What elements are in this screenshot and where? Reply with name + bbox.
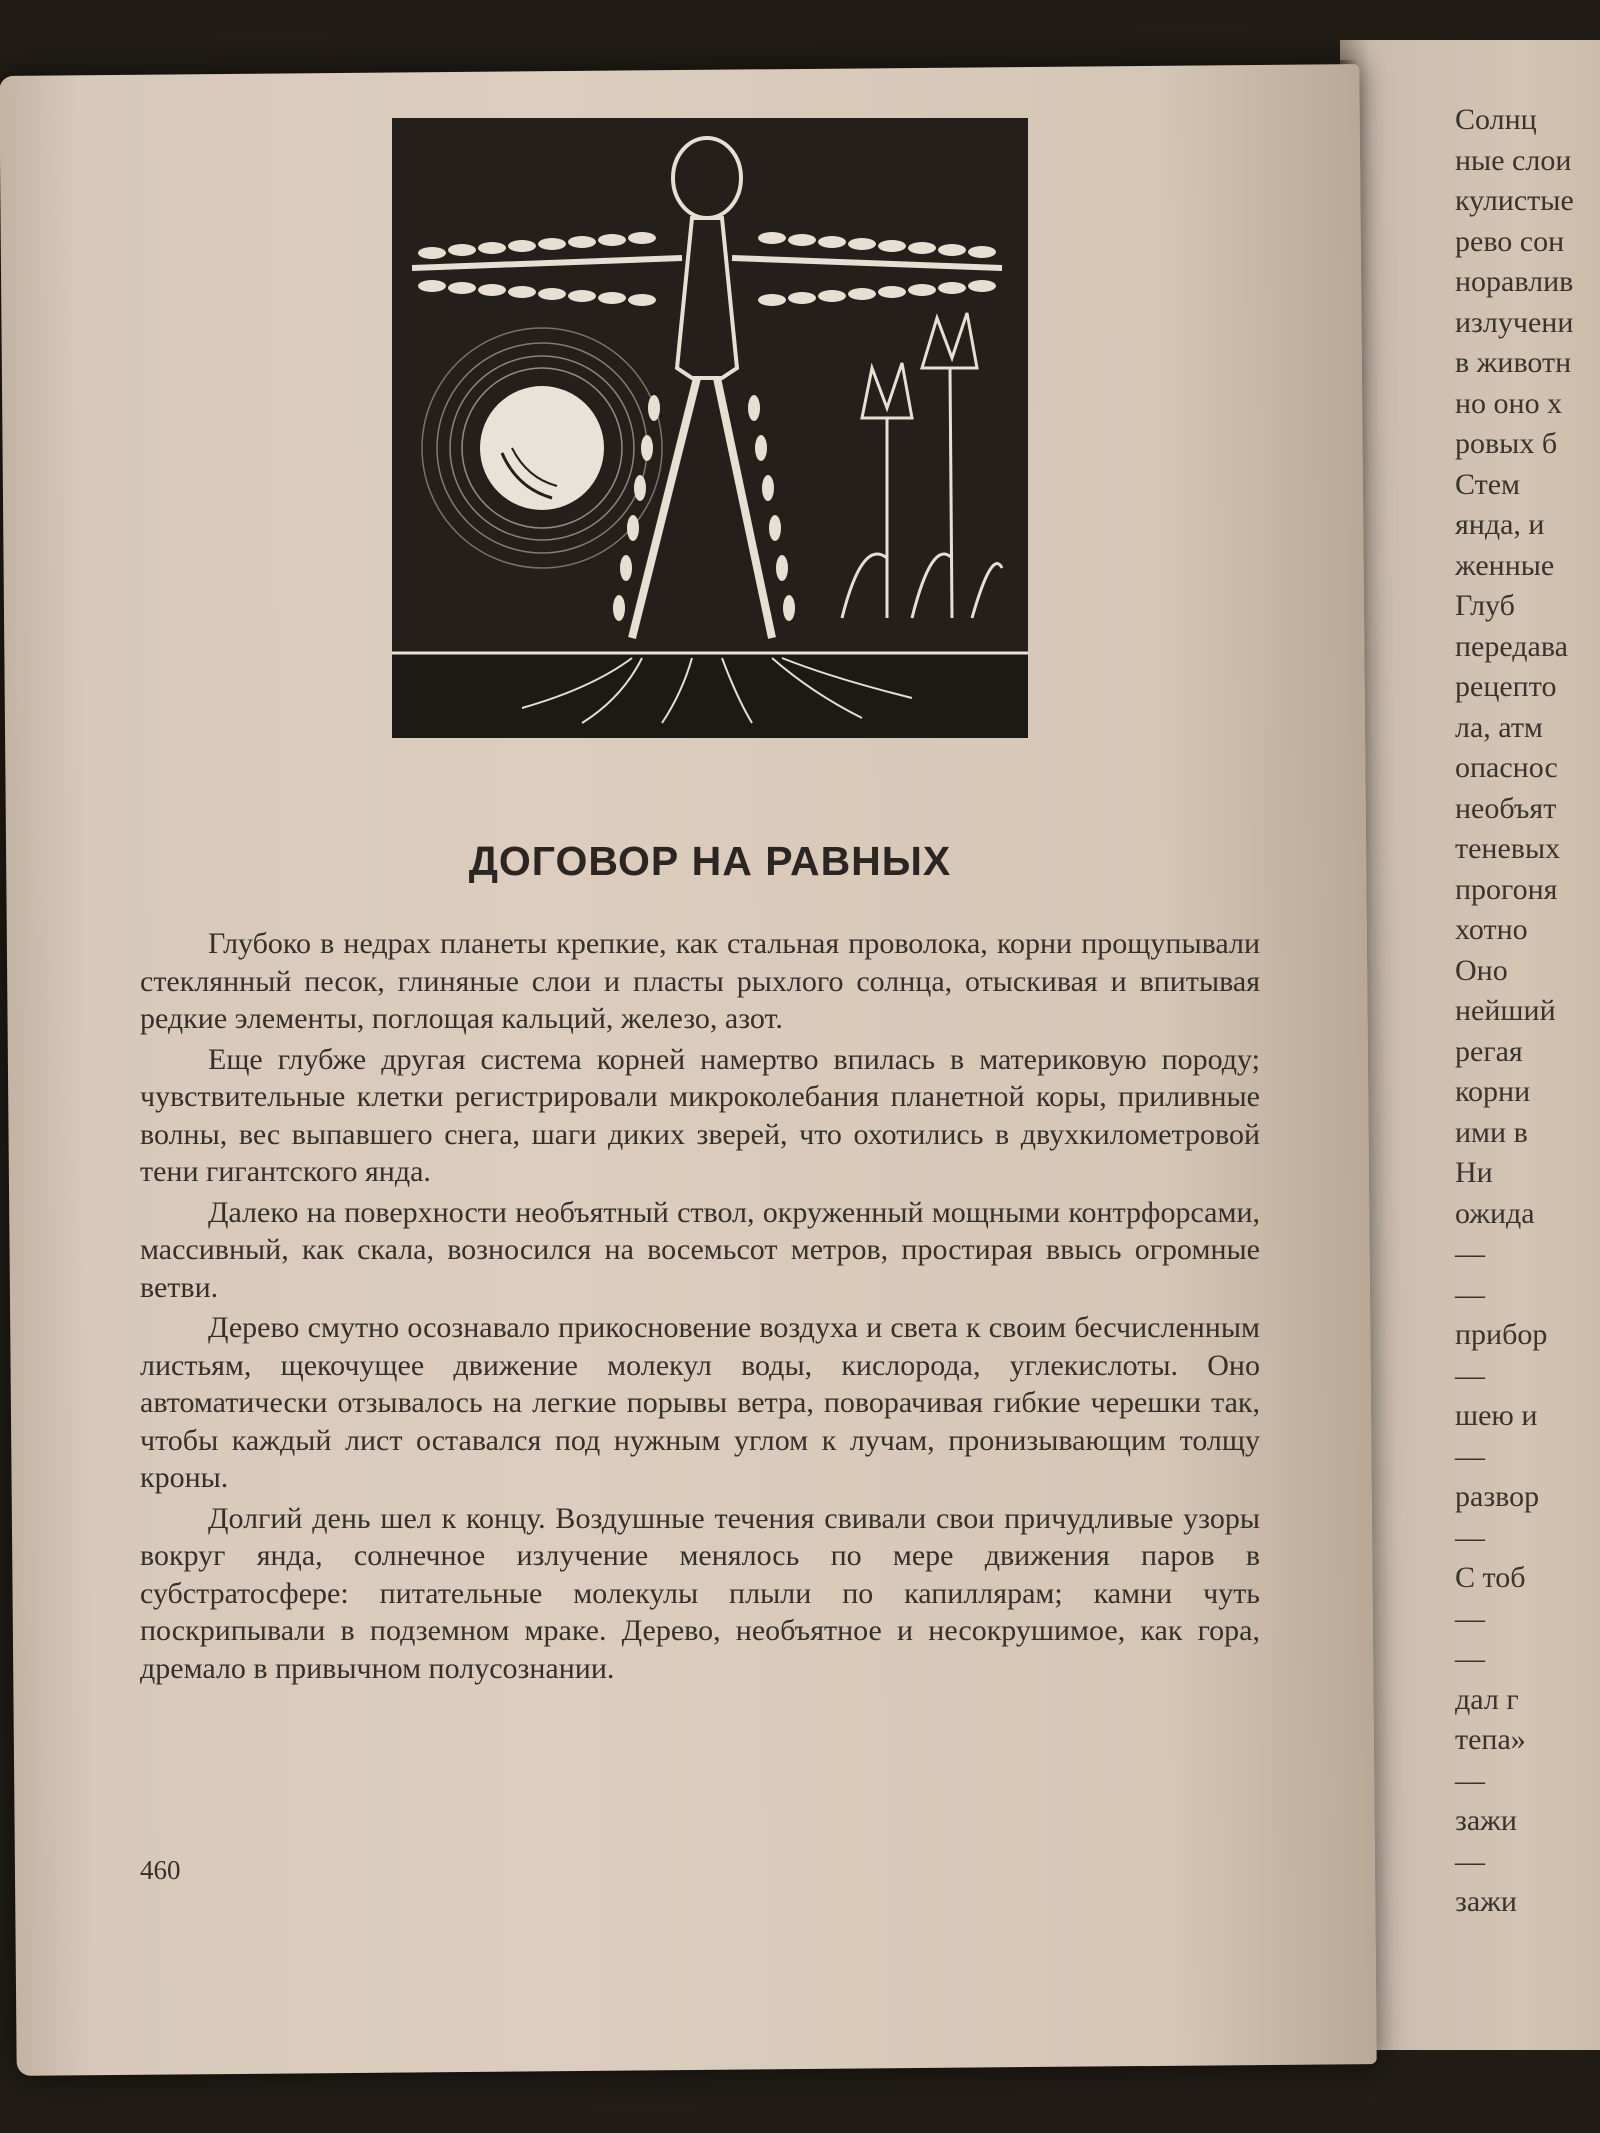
right-line: регая bbox=[1455, 1034, 1523, 1068]
right-line: кулистые bbox=[1455, 184, 1574, 217]
right-line: норавлив bbox=[1455, 265, 1574, 298]
right-line: Стем bbox=[1455, 467, 1521, 501]
right-line: хотно bbox=[1455, 913, 1528, 946]
right-line: — bbox=[1455, 1520, 1485, 1554]
right-line: Ни bbox=[1455, 1156, 1493, 1189]
right-line: Оно bbox=[1455, 953, 1508, 987]
right-line: — bbox=[1455, 1439, 1485, 1473]
tree-man-woodcut bbox=[392, 118, 1028, 738]
body-text bbox=[140, 925, 1260, 1690]
right-line: — bbox=[1455, 1642, 1485, 1675]
right-line: — bbox=[1455, 1277, 1485, 1311]
right-line: тепа» bbox=[1455, 1723, 1526, 1756]
right-line: опаснос bbox=[1455, 751, 1558, 784]
right-line: прибор bbox=[1455, 1318, 1548, 1351]
paragraph: Далеко на поверхности необъятный ствол, окруженный мощными контрфорсами, массивный, как скала, возносился на восемьсот метров, простирая ввысь огромные ветви. bbox=[140, 1195, 1260, 1304]
right-line: ные слои bbox=[1455, 143, 1572, 177]
page-number: 460 bbox=[140, 1855, 181, 1885]
right-line: корни bbox=[1455, 1075, 1531, 1108]
right-line: излучени bbox=[1455, 305, 1574, 339]
right-line: — bbox=[1455, 1237, 1485, 1270]
woodcut-illustration bbox=[392, 118, 1028, 738]
chapter-title: ДОГОВОР НА РАВНЫХ bbox=[468, 838, 952, 884]
right-line: но оно х bbox=[1455, 386, 1563, 420]
right-line: дал г bbox=[1455, 1682, 1519, 1716]
right-line: шею и bbox=[1455, 1399, 1538, 1432]
right-line: — bbox=[1455, 1601, 1485, 1635]
right-line: развор bbox=[1455, 1480, 1540, 1513]
right-line: зажи bbox=[1455, 1885, 1517, 1918]
right-line: прогоня bbox=[1455, 872, 1558, 906]
right-line: рево сон bbox=[1455, 224, 1565, 258]
paragraph: Дерево смутно осознавало прикосновение воздуха и света к своим бесчисленным листьям, щекочущее движение молекул воды, кислорода, углекислоты. Оно автоматически отзывалось на легкие порывы ветра, поворачивая гибкие черешки так, чтобы каждый лист оставался под нужным углом к лучам, пронизывающим толщу кроны. bbox=[140, 1311, 1260, 1494]
right-line: нейший bbox=[1455, 994, 1556, 1027]
paragraph: Долгий день шел к концу. Воздушные течения свивали свои причудливые узоры вокруг янда, солнечное излучение менялось по мере движения паров в субстратосфере: питательные молекулы плыли по капиллярам; камни чуть поскрипывали в подземном мраке. Дерево, необъятное и несокрушимое, как гора, дремало в привычном полусознании. bbox=[140, 1501, 1260, 1685]
right-line: необъят bbox=[1455, 791, 1557, 825]
paragraph: Еще глубже другая система корней намертво впилась в материковую породу; чувствительные клетки регистрировали микроколебания планетной коры, приливные волны, вес выпавшего снега, шаги диких зверей, что охотились в двухкилометровой тени гигантского янда. bbox=[140, 1042, 1260, 1188]
right-line: ими в bbox=[1455, 1115, 1528, 1149]
right-line: в животн bbox=[1455, 346, 1572, 379]
right-line: — bbox=[1455, 1763, 1485, 1797]
right-line: Солнц bbox=[1455, 103, 1537, 136]
right-line: янда, и bbox=[1455, 508, 1545, 541]
right-page-text bbox=[1455, 100, 1600, 1923]
right-line: зажи bbox=[1455, 1804, 1517, 1837]
right-line: женные bbox=[1455, 548, 1555, 582]
right-line: — bbox=[1455, 1358, 1485, 1392]
paragraph: Глубоко в недрах планеты крепкие, как стальная проволока, корни прощупывали стеклянный песок, глиняные слои и пласты рыхлого солнца, отыскивая и впитывая редкие элементы, поглощая кальций, железо, азот. bbox=[140, 927, 1260, 1035]
right-line: ровых б bbox=[1455, 427, 1558, 460]
right-line: ожида bbox=[1455, 1196, 1535, 1230]
right-line: теневых bbox=[1455, 832, 1561, 865]
right-line: рецепто bbox=[1455, 670, 1557, 703]
right-line: — bbox=[1455, 1844, 1485, 1878]
right-line: С тоб bbox=[1455, 1561, 1526, 1594]
right-line: Глуб bbox=[1455, 589, 1515, 622]
right-line: ла, атм bbox=[1455, 710, 1543, 744]
right-line: передава bbox=[1455, 629, 1568, 663]
